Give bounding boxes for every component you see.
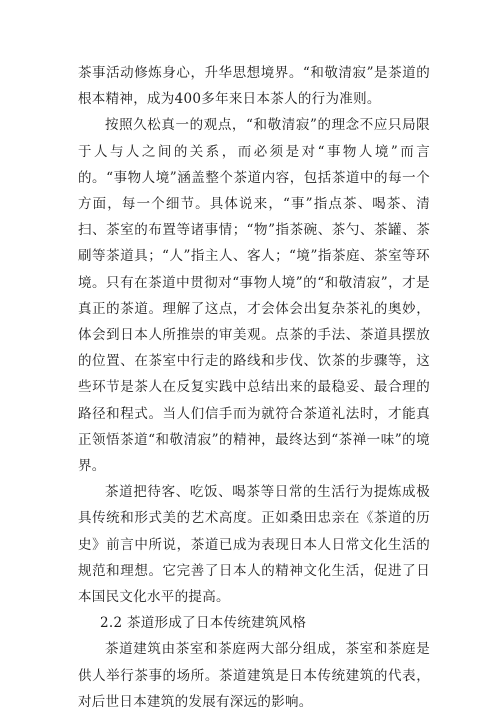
document-body [78, 60, 430, 715]
paragraph-spirit-of-tea-ceremony: 茶事活动修炼身心，升华思想境界。“和敬清寂”是茶道的根本精神，成为400多年来日本茶人的行为准则。 [78, 65, 430, 108]
paragraph-tea-architecture: 茶道建筑由茶室和茶庭两大部分组成，茶室和茶庭是供人举行茶事的场所。茶道建筑是日本传统建筑的代表，对后世日本建筑的发展有深远的影响。 [78, 641, 430, 710]
section-heading: 2.2 茶道形成了日本传统建筑风格 [100, 615, 307, 632]
paragraph-daily-life-art: 茶道把待客、吃饭、喝茶等日常的生活行为提炼成极具传统和形式美的艺术高度。正如桑田忠亲在《茶道的历史》前言中所说，茶道已成为表现日本人日常文化生活的规范和理想。它完善了日本人的精神文化生活，促进了日本国民文化水平的提高。 [78, 484, 430, 606]
paragraph-hisamatsu-view: 按照久松真一的观点，“和敬清寂”的理念不应只局限于人与人之间的关系，而必须是对“事物人境”而言的。“事物人境”涵盖整个茶道内容，包括茶道中的每一个方面，每一个细节。具体说来，“事”指点茶、喝茶、清扫、茶室的布置等诸事情；“物”指茶碗、茶勺、茶罐、茶刷等茶道具；“人”指主人、客人；“境”指茶庭、茶室等环境。只有在茶道中贯彻对“事物人境”的“和敬清寂”，才是真正的茶道。理解了这点，才会体会出复杂茶礼的奥妙，体会到日本人所推崇的审美观。点茶的手法、茶道具摆放的位置、在茶室中行走的路线和步伐、饮茶的步骤等，这些环节是茶人在反复实践中总结出来的最稳妥、最合理的路径和程式。当人们信手而为就符合茶道礼法时，才能真正领悟茶道“和敬清寂”的精神，最终达到“茶禅一味”的境界。 [78, 117, 430, 475]
